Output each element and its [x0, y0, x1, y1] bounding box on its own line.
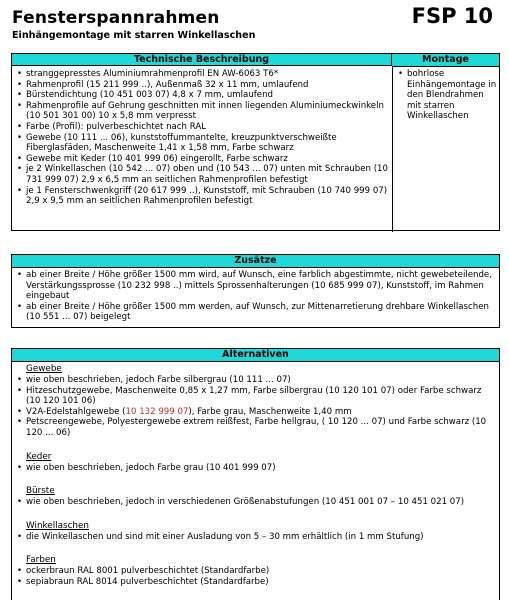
keder-list [12, 463, 499, 476]
list-item: • wie oben beschrieben, jedoch Farbe grau (10 401 999 07) [16, 463, 497, 474]
buerste-list [12, 497, 499, 510]
list-item: • Farbe (Profil): pulverbeschichtet nach RAL [16, 122, 390, 133]
tech-list [12, 67, 392, 209]
zusaetze-list [12, 268, 499, 325]
farben-title: Farben [26, 555, 56, 566]
farben-list [12, 566, 499, 589]
zusaetze-heading: Zusätze [12, 255, 499, 268]
list-item: • bohrlose Einhängemontage in den Blendrahmen mit starren Winkellaschen [397, 69, 497, 122]
alternativen-heading: Alternativen [12, 349, 499, 362]
tech-montage-section [11, 53, 500, 231]
list-item: • Gewebe mit Keder (10 401 999 06) eingerollt, Farbe schwarz [16, 154, 390, 165]
highlighted-part-number: 10 132 999 07 [125, 406, 189, 417]
gewebe-list [12, 375, 499, 441]
winkellaschen-title: Winkellaschen [26, 520, 89, 531]
list-item: • Bürstendichtung (10 451 003 07) 4,8 x 7 mm, umlaufend [16, 90, 390, 101]
list-item: • Gewebe (10 111 ... 06), kunststoffummantelte, kreuzpunktverschweißte Fiberglasfäden, Maschenweite 1,41 x 1,58 mm, Farbe schwarz [16, 133, 390, 154]
page-title: Fensterspannrahmen [12, 8, 220, 28]
list-item: • Petscreengewebe, Polyestergewebe extrem reißfest, Farbe hellgrau, ( 10 120 ... 07) und Farbe schwarz (10 120 ... 06) [16, 417, 497, 438]
list-item: • ockerbraun RAL 8001 pulverbeschichtet (Standardfarbe) [16, 566, 497, 577]
gewebe-title: Gewebe [26, 364, 62, 374]
page-subtitle: Einhängemontage mit starren Winkellaschen [12, 30, 256, 41]
zusaetze-section [11, 254, 500, 328]
list-item: • Rahmenprofil (15 211 999 ..), Außenmaß 32 x 11 mm, umlaufend [16, 80, 390, 91]
montage-heading: Montage [392, 54, 499, 67]
list-item: • sepiabraun RAL 8014 pulverbeschichtet (Standardfarbe) [16, 577, 497, 588]
tech-heading: Technische Beschreibung [12, 54, 392, 66]
list-item: • je 2 Winkellaschen (10 542 ... 07) oben und (10 543 ... 07) unten mit Schrauben (10 731 999 07) 2,9 x 6,5 mm an seitlichen Rahmenprofilen befestigt [16, 164, 390, 185]
alternativen-section [11, 348, 500, 600]
list-item: • Hitzeschutzgewebe, Maschenweite 0,85 x 1,27 mm, Farbe silbergrau (10 120 101 07) oder Farbe schwarz (10 120 101 06) [16, 386, 497, 407]
list-item: • stranggepresstes Aluminiumrahmenprofil EN AW-6063 T6* [16, 69, 390, 80]
list-item: • wie oben beschrieben, jedoch in verschiedenen Größenabstufungen (10 451 001 07 – 10 451 021 07) [16, 497, 497, 508]
list-item: • die Winkellaschen und sind mit einer Ausladung von 5 – 30 mm erhältlich (in 1 mm Stufung) [16, 532, 497, 543]
list-item: • ab einer Breite / Höhe größer 1500 mm werden, auf Wunsch, zur Mittenarretierung drehbare Winkellaschen (10 551 ... 07) beigelegt [16, 302, 497, 323]
list-item: • V2A-Edelstahlgewebe (10 132 999 07), Farbe grau, Maschenweite 1,40 mm [16, 407, 497, 418]
list-item: • ab einer Breite / Höhe größer 1500 mm wird, auf Wunsch, eine farblich abgestimmte, nicht gewebeteilende, Verstärkungssprosse (10 232 998 ..) mittels Sprossenhalterungen (10 685 999 07), Kunststoff, im Rahmen eingebaut [16, 270, 497, 302]
list-item: • Rahmenprofile auf Gehrung geschnitten mit innen liegenden Aluminiumeckwinkeln (10 501 301 00) 10 x 5,8 mm verpresst [16, 101, 390, 122]
keder-title: Keder [26, 451, 52, 462]
buerste-title: Bürste [26, 486, 55, 497]
montage-list [393, 67, 499, 124]
list-item: • wie oben beschrieben, jedoch Farbe silbergrau (10 111 ... 07) [16, 375, 497, 386]
list-item: • je 1 Fensterschwenkgriff (20 617 999 ..), Kunststoff, mit Schrauben (10 740 999 07) 2,9 x 9,5 mm an seitlichen Rahmenprofilen befestigt [16, 186, 390, 207]
product-code: FSP 10 [411, 4, 493, 28]
winkellaschen-list [12, 532, 499, 545]
